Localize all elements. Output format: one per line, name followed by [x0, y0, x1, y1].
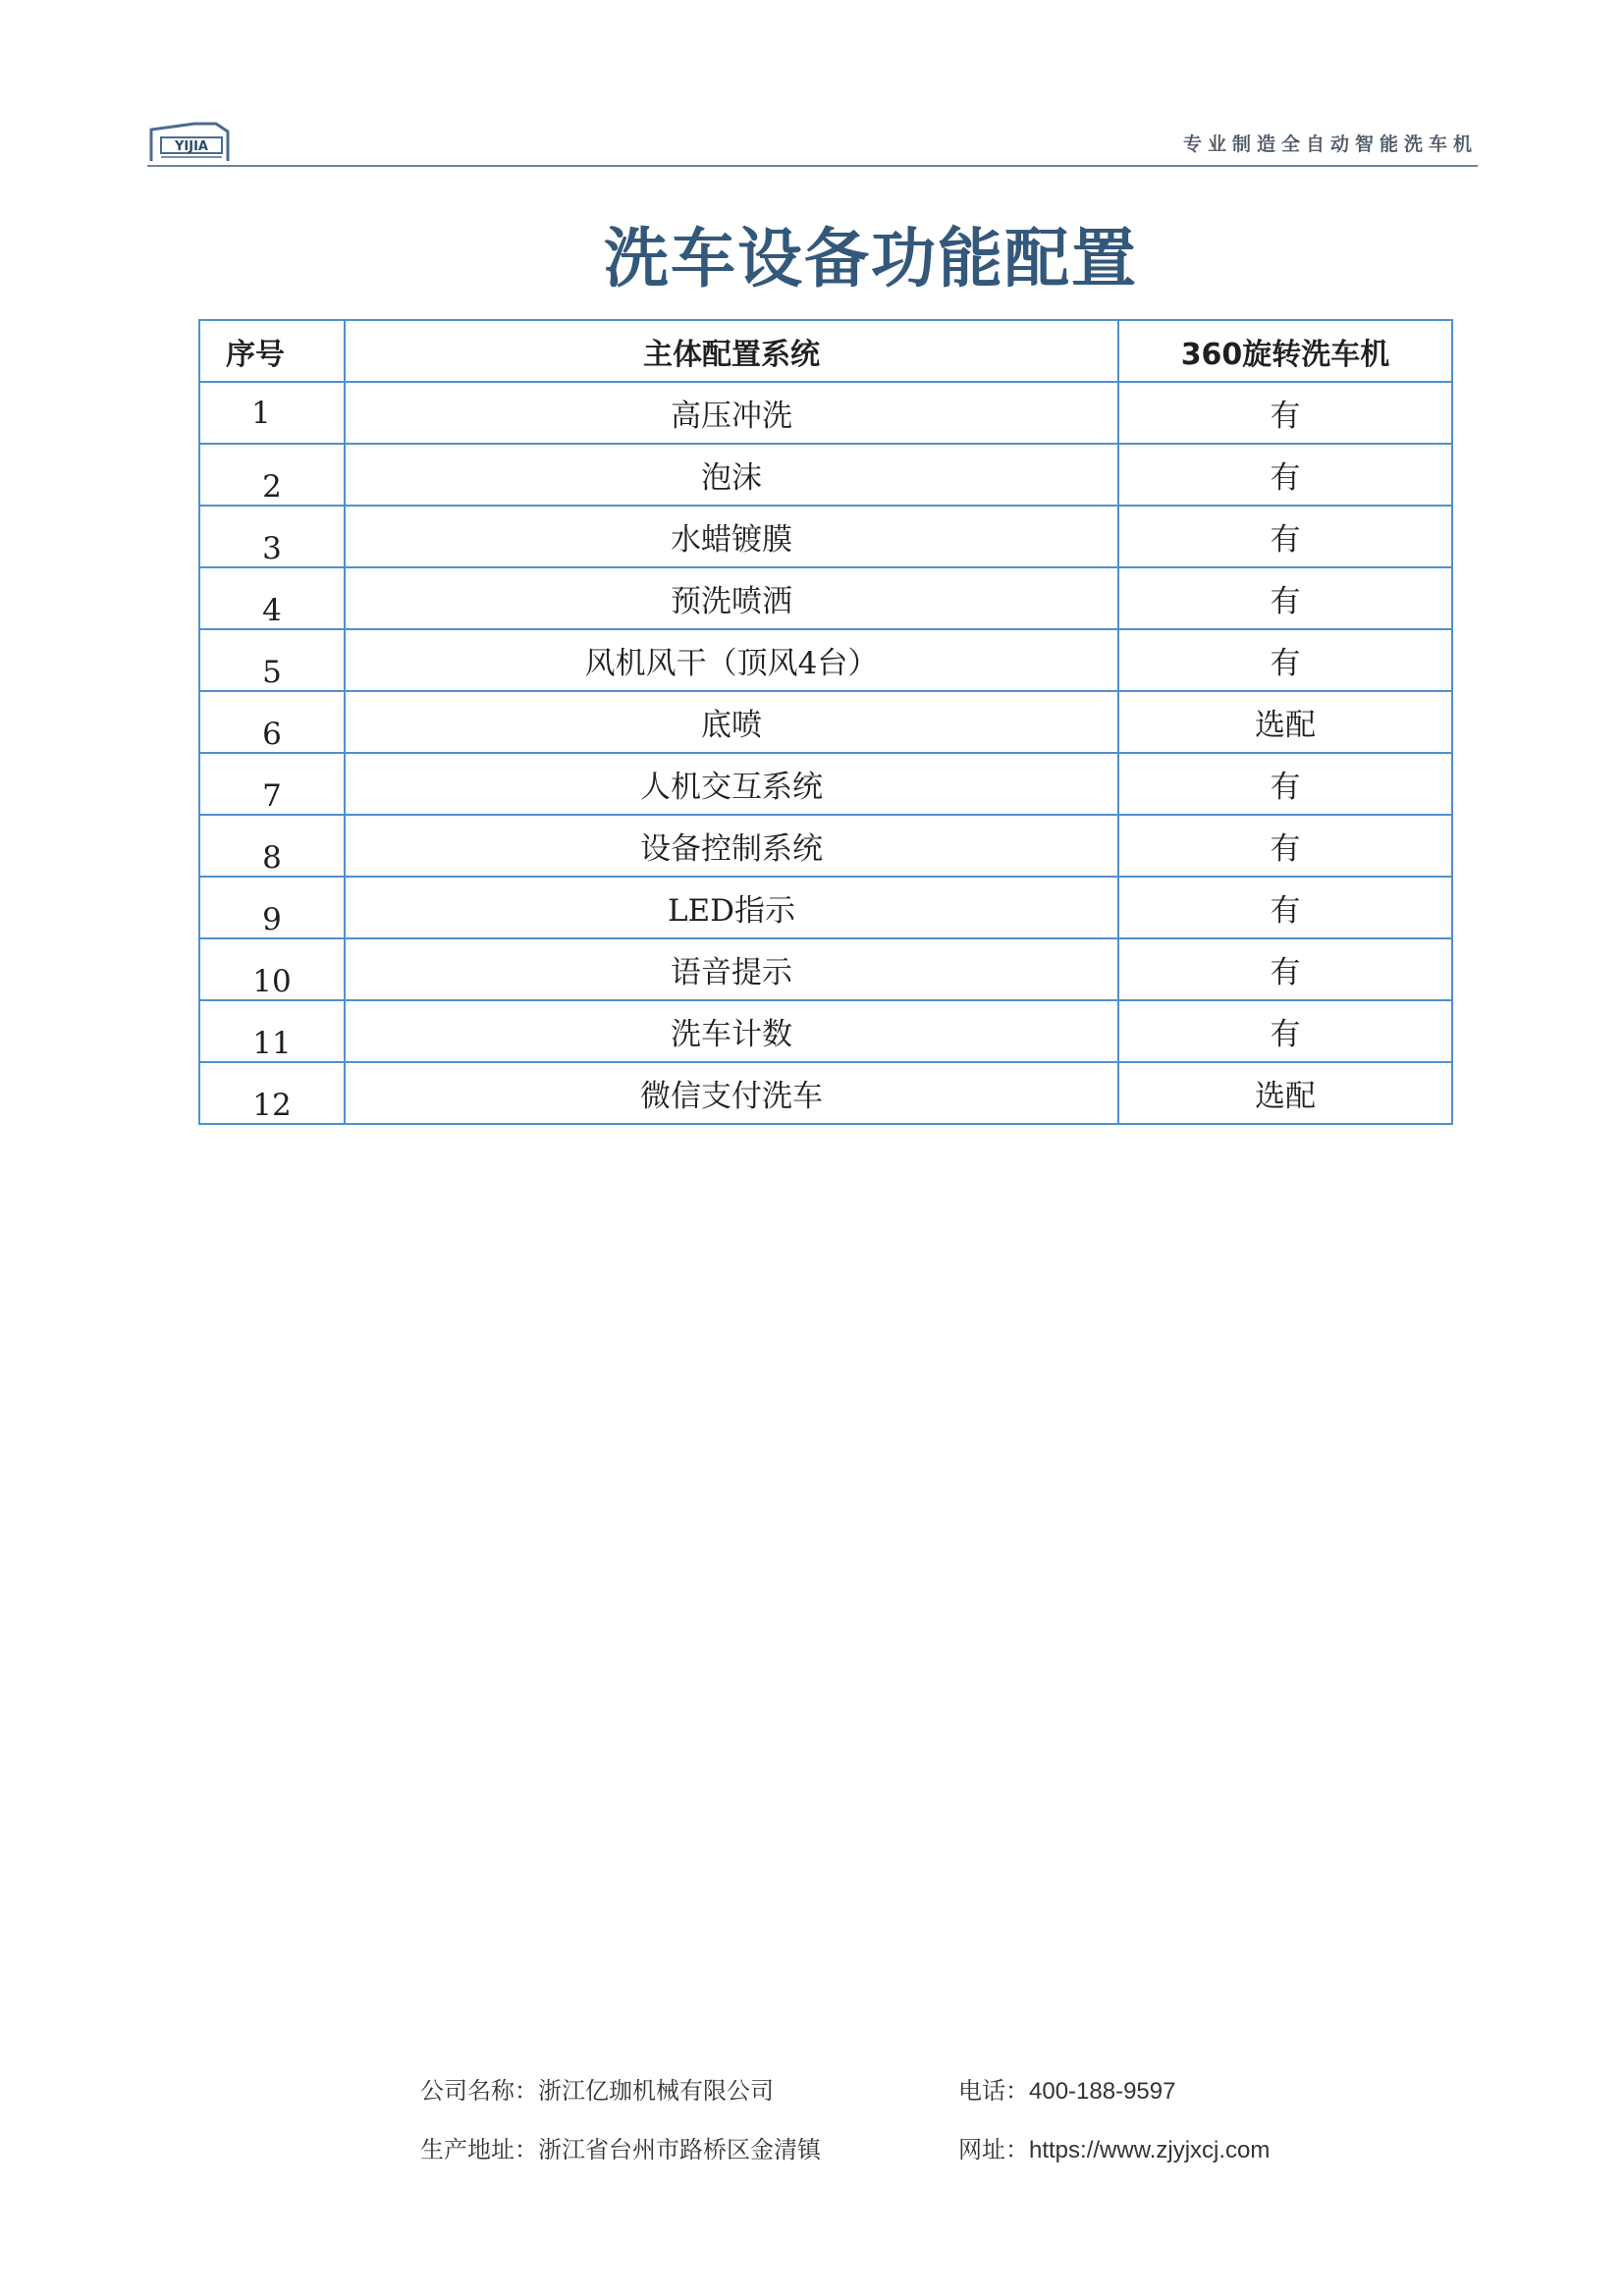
table-row	[199, 753, 1452, 815]
row-system: 底喷	[345, 691, 1118, 753]
company-label: 公司名称：	[420, 2077, 538, 2105]
phone-label: 电话：	[958, 2077, 1029, 2105]
header-index: 序号	[199, 320, 345, 382]
company-logo-icon	[147, 118, 232, 163]
row-index: 11	[199, 1000, 345, 1062]
address-text: 浙江省台州市路桥区金清镇	[538, 2136, 821, 2163]
row-index: 6	[199, 691, 345, 753]
table-row	[199, 567, 1452, 629]
row-availability: 有	[1118, 382, 1452, 444]
table-row	[199, 506, 1452, 567]
phone-info	[958, 2071, 1175, 2106]
address-info	[420, 2130, 821, 2164]
svg-text:YIJIA: YIJIA	[175, 139, 208, 154]
row-index: 7	[199, 753, 345, 815]
company-info	[420, 2071, 774, 2106]
row-system: 水蜡镀膜	[345, 506, 1118, 567]
footer-row-company	[420, 2071, 1304, 2130]
table-row	[199, 1000, 1452, 1062]
row-availability: 选配	[1118, 691, 1452, 753]
row-index: 1	[199, 382, 345, 444]
row-availability: 有	[1118, 815, 1452, 877]
header-model: 360旋转洗车机	[1118, 320, 1452, 382]
row-availability: 有	[1118, 506, 1452, 567]
table-row	[199, 938, 1452, 1000]
row-system: 语音提示	[345, 938, 1118, 1000]
table-row	[199, 444, 1452, 506]
page-footer	[420, 2071, 1304, 2189]
page-header	[147, 116, 1478, 167]
phone-number: 400-188-9597	[1029, 2078, 1176, 2105]
table-row	[199, 1062, 1452, 1124]
row-index: 4	[199, 567, 345, 629]
row-index: 12	[199, 1062, 345, 1124]
row-index: 9	[199, 877, 345, 938]
page-title: 洗车设备功能配置	[604, 220, 1138, 296]
row-system: 洗车计数	[345, 1000, 1118, 1062]
table-row	[199, 382, 1452, 444]
header-system: 主体配置系统	[345, 320, 1118, 382]
table-row	[199, 815, 1452, 877]
row-system: 人机交互系统	[345, 753, 1118, 815]
row-availability: 有	[1118, 567, 1452, 629]
row-availability: 有	[1118, 444, 1452, 506]
row-availability: 有	[1118, 1000, 1452, 1062]
row-index: 2	[199, 444, 345, 506]
config-table	[198, 319, 1453, 1125]
row-availability: 有	[1118, 629, 1452, 691]
row-system: 高压冲洗	[345, 382, 1118, 444]
row-system: 设备控制系统	[345, 815, 1118, 877]
row-system: 预洗喷洒	[345, 567, 1118, 629]
header-slogan: 专业制造全自动智能洗车机	[1182, 133, 1478, 155]
row-index: 8	[199, 815, 345, 877]
footer-row-address	[420, 2130, 1304, 2189]
row-availability: 选配	[1118, 1062, 1452, 1124]
address-label: 生产地址：	[420, 2136, 538, 2163]
row-availability: 有	[1118, 938, 1452, 1000]
website-info	[958, 2130, 1270, 2164]
row-system: 微信支付洗车	[345, 1062, 1118, 1124]
row-system: 泡沫	[345, 444, 1118, 506]
row-system: 风机风干（顶风4台）	[345, 629, 1118, 691]
row-availability: 有	[1118, 753, 1452, 815]
row-index: 5	[199, 629, 345, 691]
table-header-row	[199, 320, 1452, 382]
header-divider	[147, 165, 1478, 167]
company-name: 浙江亿珈机械有限公司	[538, 2077, 774, 2105]
row-index: 10	[199, 938, 345, 1000]
table-row	[199, 877, 1452, 938]
table-row	[199, 691, 1452, 753]
row-system: LED指示	[345, 877, 1118, 938]
row-index: 3	[199, 506, 345, 567]
row-availability: 有	[1118, 877, 1452, 938]
web-label: 网址：	[958, 2136, 1029, 2163]
table-row	[199, 629, 1452, 691]
website-link[interactable]: https://www.zjyjxcj.com	[1029, 2137, 1271, 2163]
